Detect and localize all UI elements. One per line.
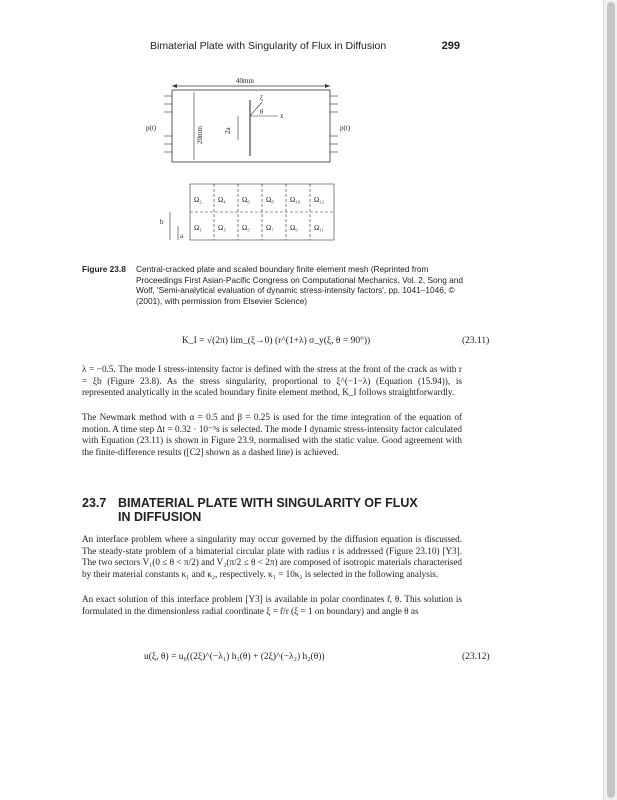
mesh-bottom-5: Ω₉ [290, 224, 298, 232]
mesh-a-label: a [180, 232, 184, 240]
equation-text: K_I = √(2π) lim_(ξ→0) (r^(1+λ) σ_y(ξ, θ = 90°)) [182, 336, 371, 346]
page-number: 299 [441, 40, 460, 52]
x-axis-label: x [280, 112, 284, 120]
equation-number: (23.11) [462, 336, 490, 346]
paragraph-2: The Newmark method with α = 0.5 and β = 0.25 is used for the time integration of the equation of motion. A time step Δt = 0.32 · 10⁻⁵s is selected. The mode I dynamic stress-intensity factor calculated with Equation (23.11) is shown in Figure 23.9, normalised with the static value. Good agreement with the finite-difference results ([C2] shown as a dashed line) is achieved. [82, 412, 462, 457]
scrollbar[interactable] [603, 0, 617, 800]
paragraph-4: An exact solution of this interface problem [Y3] is available in polar coordinates r̂, θ. This solution is formulated in the dimensionless radial coordinate ξ = r̂/r (ξ = 1 on boundary) and angle θ as [82, 594, 462, 616]
xi-label: ξ [260, 94, 264, 102]
mesh-bottom-6: Ω₁₁ [314, 224, 325, 232]
width-label: 40mm [236, 77, 254, 85]
mesh-top-5: Ω₁₀ [290, 196, 301, 204]
section-title: BIMATERIAL PLATE WITH SINGULARITY OF FLUX IN DIFFUSION [118, 496, 418, 524]
height-label: 20mm [196, 126, 204, 144]
mesh-top-1: Ω₂ [194, 196, 202, 204]
plate-outline [172, 90, 330, 162]
mesh-bottom-3: Ω₅ [242, 224, 250, 232]
mesh-top-2: Ω₄ [218, 196, 226, 204]
caption-label: Figure 23.8 [82, 264, 126, 274]
mesh-bottom-1: Ω₁ [194, 224, 202, 232]
section-number: 23.7 [82, 496, 107, 510]
caption-text: Central-cracked plate and scaled boundary finite element mesh (Reprinted from Proceedings First Asian-Pacific Congress on Computational Mechanics, Vol. 2, Song and Wolf, 'Semi-analytical evaluation of dynamic stress-intensity factors', pp. 1041–1046, © (2001), with permission from Elsevier Science) [136, 264, 463, 306]
figure-23-8 [146, 74, 390, 262]
mesh-b-label: b [160, 218, 164, 226]
mesh-top-3: Ω₆ [242, 196, 250, 204]
theta-label: θ [260, 108, 264, 116]
right-load-label: p(t) [340, 124, 351, 132]
equation-text: u(ξ, θ) = u₀((2ξ)^(−λ₁) h₁(θ) + (2ξ)^(−λ₂) h₂(θ)) [144, 652, 325, 662]
left-load-label: p(t) [146, 124, 157, 132]
paragraph-3: An interface problem where a singularity may occur governed by the diffusion equation is discussed. The steady-state problem of a bimaterial circular plate with radius r is addressed (Figure 23.10) [Y3]. The two sectors V₁(0 ≤ θ < π/2) and V₂(π/2 ≤ θ < 2π) are composed of isotropic materials characterised by their material constants κ₁ and κ₂, respectively. κ₁ = 10κ₂ is selected in the following analysis. [82, 534, 462, 579]
mesh-bottom-4: Ω₇ [266, 224, 274, 232]
equation-number: (23.12) [462, 652, 490, 662]
running-title: Bimaterial Plate with Singularity of Flux in Diffusion [150, 40, 387, 52]
mesh-bottom-2: Ω₃ [218, 224, 226, 232]
mesh-top-6: Ω₁₂ [314, 196, 325, 204]
crack-label: 2a [224, 127, 232, 134]
paragraph-1: λ = −0.5. The mode I stress-intensity factor is defined with the stress at the front of the crack as with r = ξb (Figure 23.8). As the stress singularity, proportional to ξ^(−1−λ) (Equation (15.94)), is represented analytically in the scaled boundary finite element method, K_I follows straightforwardly. [82, 364, 462, 398]
scrollbar-thumb[interactable] [607, 2, 615, 798]
mesh-top-4: Ω₈ [266, 196, 274, 204]
